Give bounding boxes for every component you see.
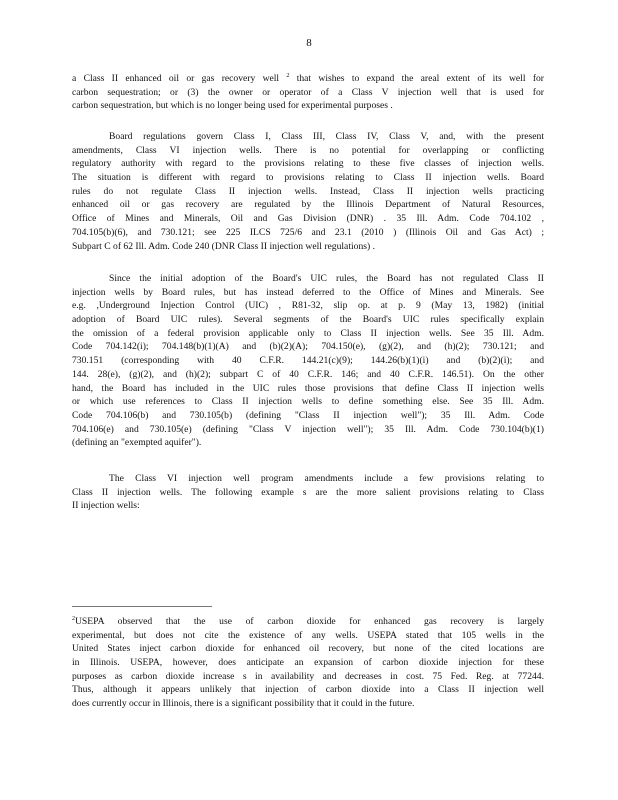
text-line: The Class VI injection well program amendments include a few provisions relating to [109, 473, 544, 484]
paragraph-uic-rules-history [72, 272, 544, 450]
text-line: Code 704.106(b) and 730.105(b) (defining "Class II injection well"); 35 Ill. Adm. Code [72, 409, 544, 421]
text-line: Subpart C of 62 Ill. Adm. Code 240 (DNR Class II injection well regulations) . [72, 240, 375, 252]
text-line: Board regulations govern Class I, Class III, Class IV, Class V, and, with the present [109, 131, 544, 142]
text-line: 730.151 (corresponding with 40 C.F.R. 144.21(c)(9); 144.26(b)(1)(i) and (b)(2)(i); and [72, 355, 544, 367]
text-line: 144. 28(e), (g)(2), and (h)(2); subpart C of 40 C.F.R. 146; and 40 C.F.R. 146.51). On the other [72, 368, 544, 380]
text-line: Class II injection wells. The following example s are the more salient provisions relating to Class [72, 486, 544, 498]
footnote-separator [72, 606, 212, 607]
paragraph-class-vi-amendments [72, 472, 544, 513]
text-line: rules do not regulate Class II injection wells. Instead, Class II injection wells practicing [72, 185, 544, 197]
text-line [72, 72, 544, 86]
text-line [72, 615, 544, 629]
text-span: a Class II enhanced oil or gas recovery well [72, 73, 287, 84]
text-line: enhanced oil or gas recovery are regulated by the Illinois Department of Natural Resources, [72, 199, 544, 211]
text-line: Thus, although it appears unlikely that injection of carbon dioxide into a Class II injection well [72, 684, 544, 696]
text-line: purposes as carbon dioxide increase s in availability and decreases in cost. 75 Fed. Reg. at 77244. [72, 670, 544, 682]
paragraph-board-regulations [72, 130, 544, 253]
text-line: in Illinois. USEPA, however, does anticipate an expansion of carbon dioxide injection for these [72, 657, 544, 669]
footnote-marker: 2 [72, 616, 75, 622]
text-line: United States inject carbon dioxide for enhanced oil recovery, but none of the cited locations are [72, 643, 544, 655]
text-line: hand, the Board has included in the UIC rules those provisions that define Class II injection wells [72, 382, 544, 394]
text-line: adoption of Board UIC rules). Several segments of the Board's UIC rules specifically explain [72, 314, 544, 326]
text-line: or which use references to Class II injection wells to define something else. See 35 Ill. Adm. [72, 396, 544, 408]
text-line: amendments, Class VI injection wells. There is no potential for overlapping or conflicting [72, 144, 544, 156]
text-line: (defining an "exempted aquifer"). [72, 437, 202, 449]
footnote-ref[interactable]: 2 [286, 73, 290, 79]
page-number: 8 [306, 37, 312, 49]
text-line: does currently occur in Illinois, there is a significant possibility that it could in the future. [72, 698, 415, 710]
text-line: Office of Mines and Minerals, Oil and Gas Division (DNR) . 35 Ill. Adm. Code 704.102 , [72, 213, 544, 225]
text-line: regulatory authority with regard to the provisions relating to these five classes of injection wells. [72, 158, 544, 170]
text-span: USEPA observed that the use of carbon dioxide for enhanced gas recovery is largely [75, 616, 544, 627]
text-line: experimental, but does not cite the existence of any wells. USEPA stated that 105 wells in the [72, 629, 544, 641]
paragraph-class-ii-expansion [72, 72, 544, 113]
text-span: that wishes to expand the areal extent of its well for [289, 73, 544, 84]
text-line: carbon sequestration; or (3) the owner or operator of a Class V injection well that is used for [72, 86, 544, 98]
text-line: the omission of a federal provision applicable only to Class II injection wells. See 35 Ill. Adm. [72, 327, 544, 339]
text-line: carbon sequestration, but which is no longer being used for experimental purposes . [72, 100, 393, 112]
text-line: injection wells by Board rules, but has instead deferred to the Office of Mines and Minerals. See [72, 286, 544, 298]
text-line: Since the initial adoption of the Board's UIC rules, the Board has not regulated Class II [109, 273, 544, 284]
text-line: 704.106(e) and 730.105(e) (defining "Class V injection well"); 35 Ill. Adm. Code 730.104(b)(1) [72, 423, 544, 435]
text-line: The situation is different with regard to provisions relating to Class II injection wells. Board [72, 172, 544, 184]
text-line: 704.105(b)(6), and 730.121; see 225 ILCS 725/6 and 23.1 (2010 ) (Illinois Oil and Gas Act) ; [72, 226, 544, 238]
text-line: Code 704.142(i); 704.148(b)(1)(A) and (b)(2)(A); 704.150(e), (g)(2), and (h)(2); 730.121; and [72, 341, 544, 353]
text-line: II injection wells: [72, 500, 140, 512]
footnote-2 [72, 615, 544, 711]
text-line: e.g. ,Underground Injection Control (UIC) , R81-32, slip op. at p. 9 (May 13, 1982) (initial [72, 300, 544, 312]
